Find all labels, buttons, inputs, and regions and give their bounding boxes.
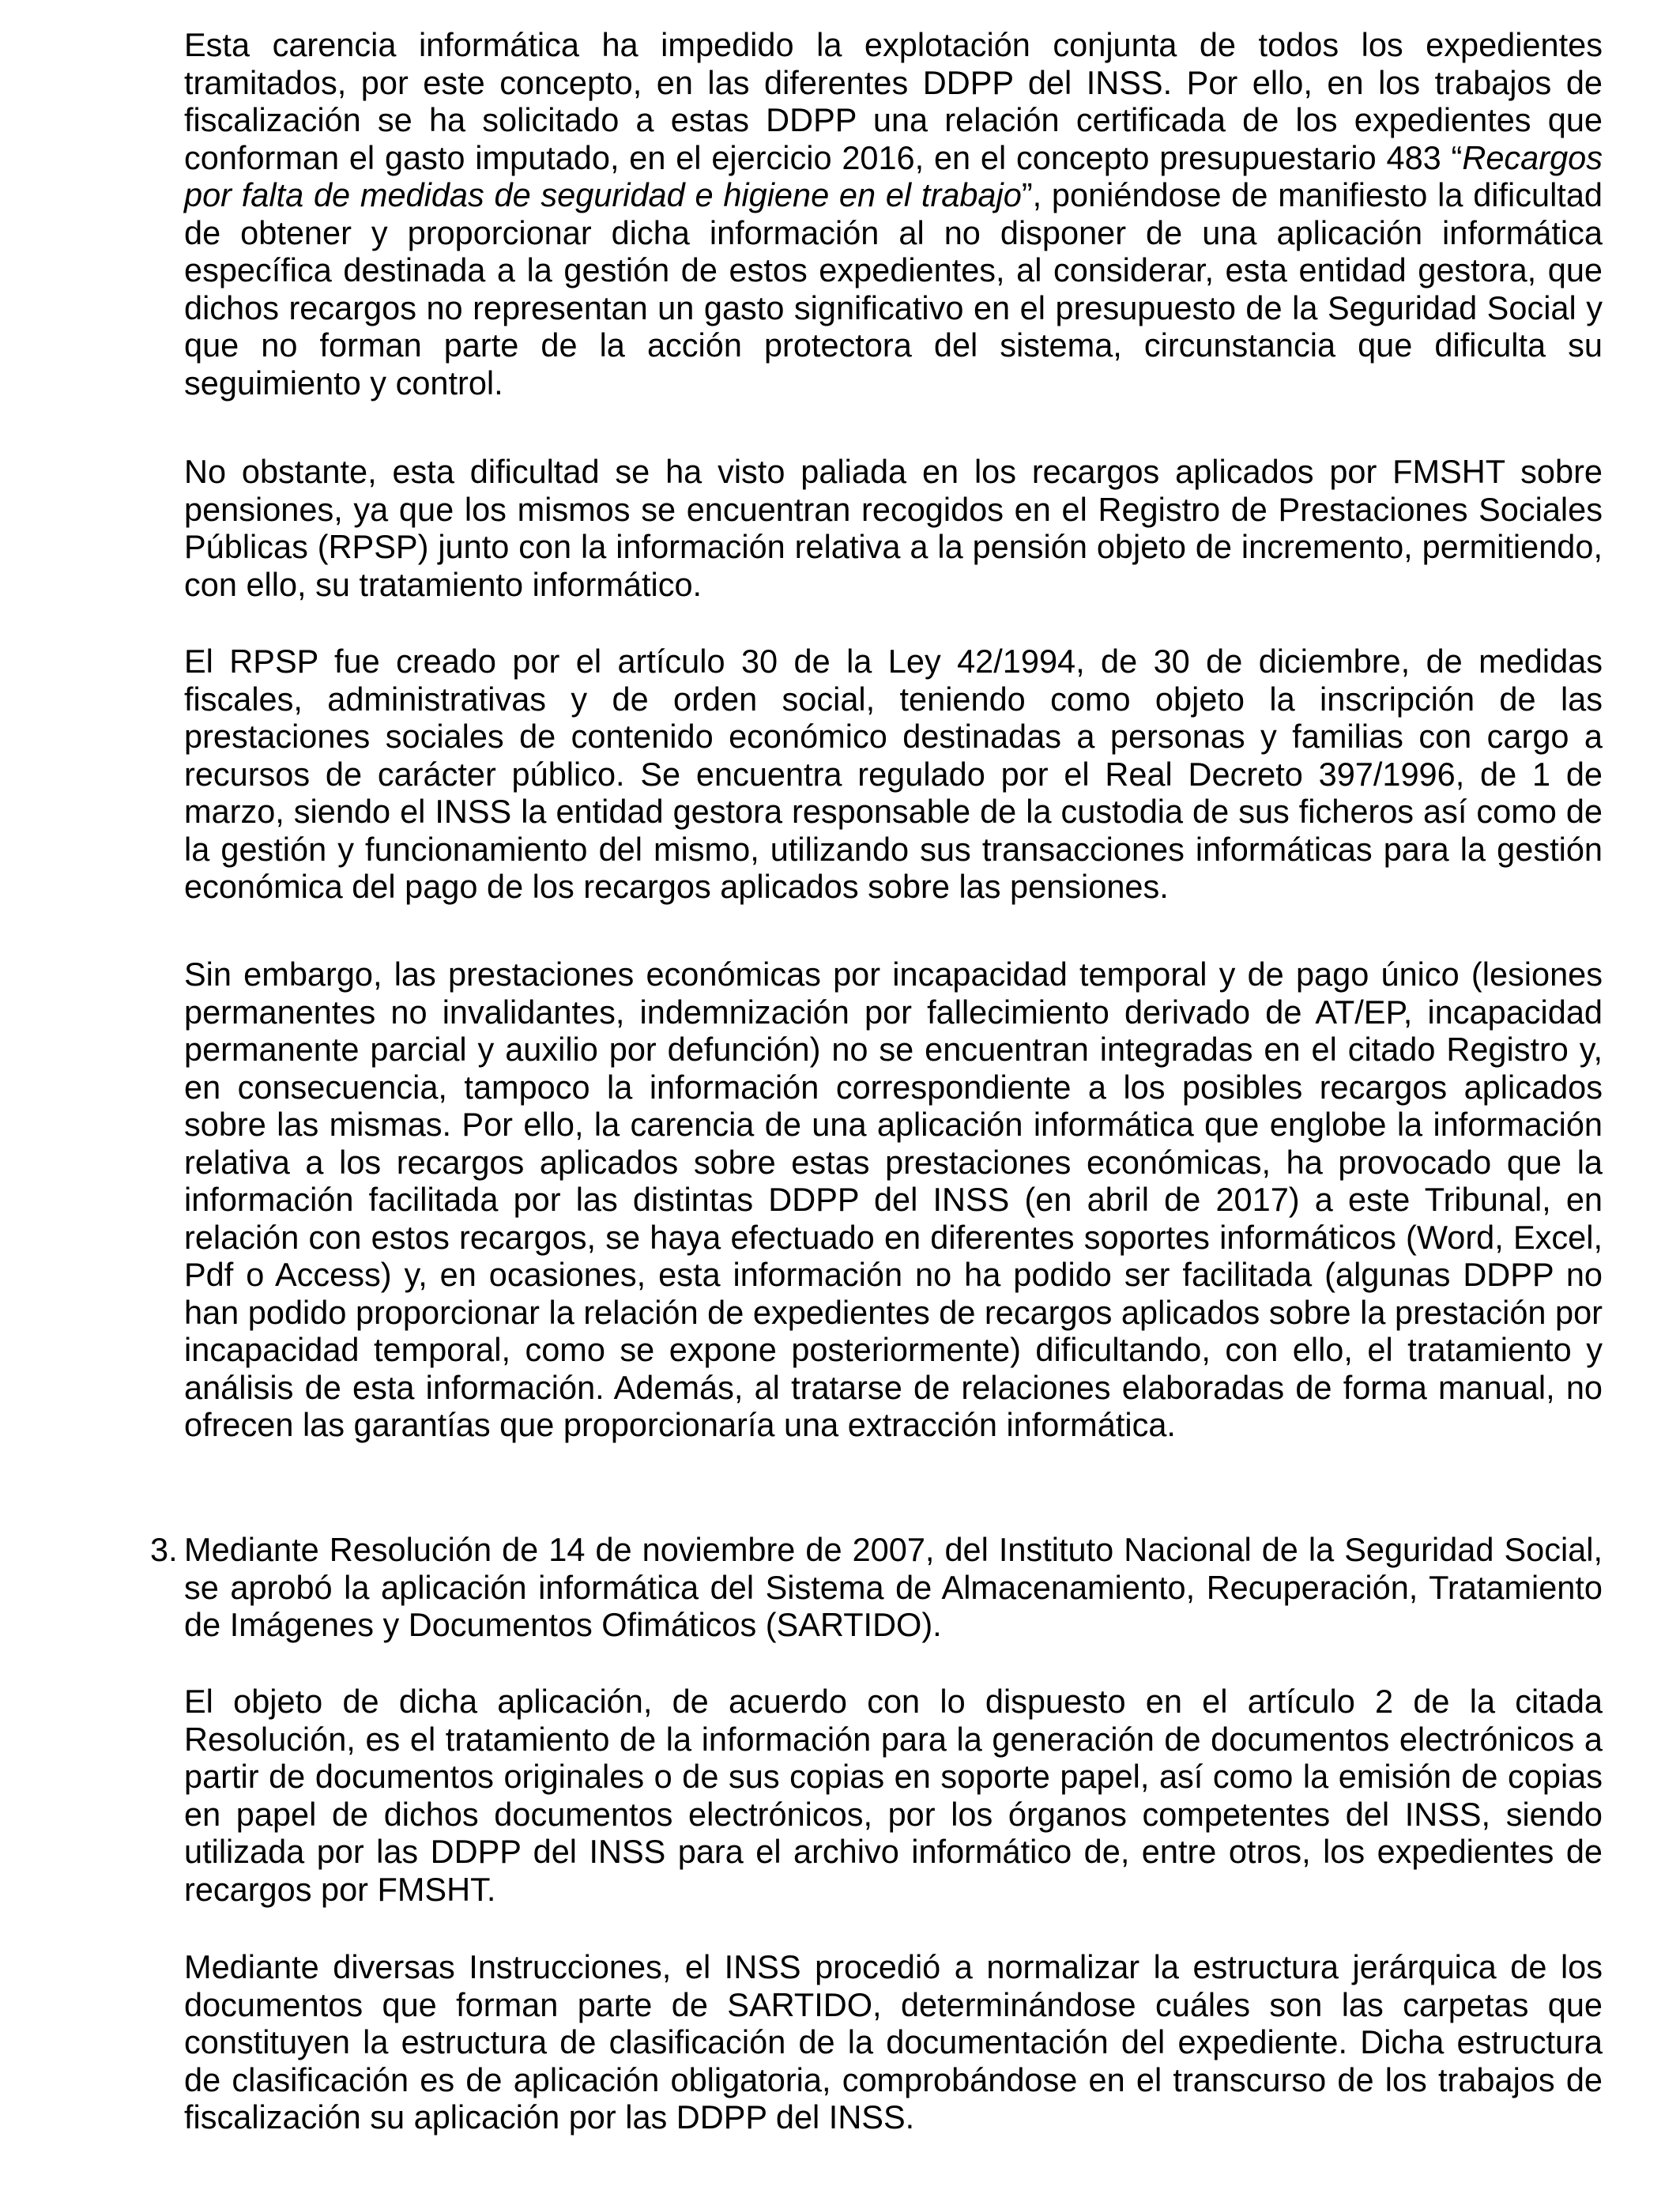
list-item-3-text: Mediante Resolución de 14 de noviembre de 2007, del Instituto Nacional de la Seguridad Social, se aprobó la aplicación informática del Sistema de Almacenamiento, Recuperación, Tratamiento de Imágenes y Documentos Ofimáticos (SARTIDO). xyxy=(184,1531,1603,1643)
paragraph-text-continued: ”, poniéndose de manifiesto la dificultad de obtener y proporcionar dicha información al no disponer de una aplicación informática específica destinada a la gestión de estos expedientes, al considerar, esta entidad gestora, que dichos recargos no representan un gasto significativo en el presupuesto de la Seguridad Social y que no forman parte de la acción protectora del sistema, circunstancia que dificulta su seguimiento y control. xyxy=(184,176,1603,401)
paragraph-no-obstante: No obstante, esta dificultad se ha visto paliada en los recargos aplicados por FMSHT sobre pensiones, ya que los mismos se encuentran recogidos en el Registro de Prestaciones Sociales Públicas (RPSP) junto con la información relativa a la pensión objeto de incremento, permitiendo, con ello, su tratamiento informático. xyxy=(184,453,1603,603)
paragraph-instrucciones: Mediante diversas Instrucciones, el INSS procedió a normalizar la estructura jerárquica de los documentos que forman parte de SARTIDO, determinándose cuáles son las carpetas que constituyen la estructura de clasificación de la documentación del expediente. Dicha estructura de clasificación es de aplicación obligatoria, comprobándose en el transcurso de los trabajos de fiscalización su aplicación por las DDPP del INSS. xyxy=(184,1948,1603,2136)
paragraph-sin-embargo: Sin embargo, las prestaciones económicas por incapacidad temporal y de pago único (lesiones permanentes no invalidantes, indemnización por fallecimiento derivado de AT/EP, incapacidad permanente parcial y auxilio por defunción) no se encuentran integradas en el citado Registro y, en consecuencia, tampoco la información correspondiente a los posibles recargos aplicados sobre las mismas. Por ello, la carencia de una aplicación informática que englobe la información relativa a los recargos aplicados sobre estas prestaciones económicas, ha provocado que la información facilitada por las distintas DDPP del INSS (en abril de 2017) a este Tribunal, en relación con estos recargos, se haya efectuado en diferentes soportes informáticos (Word, Excel, Pdf o Access) y, en ocasiones, esta información no ha podido ser facilitada (algunas DDPP no han podido proporcionar la relación de expedientes de recargos aplicados sobre la prestación por incapacidad temporal, como se expone posteriormente) dificultando, con ello, el tratamiento y análisis de esta información. Además, al tratarse de relaciones elaboradas de forma manual, no ofrecen las garantías que proporcionaría una extracción informática. xyxy=(184,956,1603,1443)
italic-concept-name: Recargos por falta de medidas de seguridad e higiene en el trabajo xyxy=(184,138,1603,213)
paragraph-carencia-informatica xyxy=(184,26,1603,401)
list-item-number: 3. xyxy=(150,1531,178,1568)
paragraph-rpsp: El RPSP fue creado por el artículo 30 de la Ley 42/1994, de 30 de diciembre, de medidas fiscales, administrativas y de orden social, teniendo como objeto la inscripción de las prestaciones sociales de contenido económico destinadas a personas y familias con cargo a recursos de carácter público. Se encuentra regulado por el Real Decreto 397/1996, de 1 de marzo, siendo el INSS la entidad gestora responsable de la custodia de sus ficheros así como de la gestión y funcionamiento del mismo, utilizando sus transacciones informáticas para la gestión económica del pago de los recargos aplicados sobre las pensiones. xyxy=(184,643,1603,905)
paragraph-objeto-aplicacion: El objeto de dicha aplicación, de acuerdo con lo dispuesto en el artículo 2 de la citada Resolución, es el tratamiento de la información para la generación de documentos electrónicos a partir de documentos originales o de sus copias en soporte papel, así como la emisión de copias en papel de dichos documentos electrónicos, por los órganos competentes del INSS, siendo utilizada por las DDPP del INSS para el archivo informático de, entre otros, los expedientes de recargos por FMSHT. xyxy=(184,1683,1603,1908)
paragraph-text: Esta carencia informática ha impedido la explotación conjunta de todos los expedientes tramitados, por este concepto, en las diferentes DDPP del INSS. Por ello, en los trabajos de fiscalización se ha solicitado a estas DDPP una relación certificada de los expedientes que conforman el gasto imputado, en el ejercicio 2016, en el concepto presupuestario 483 “ xyxy=(184,26,1603,176)
